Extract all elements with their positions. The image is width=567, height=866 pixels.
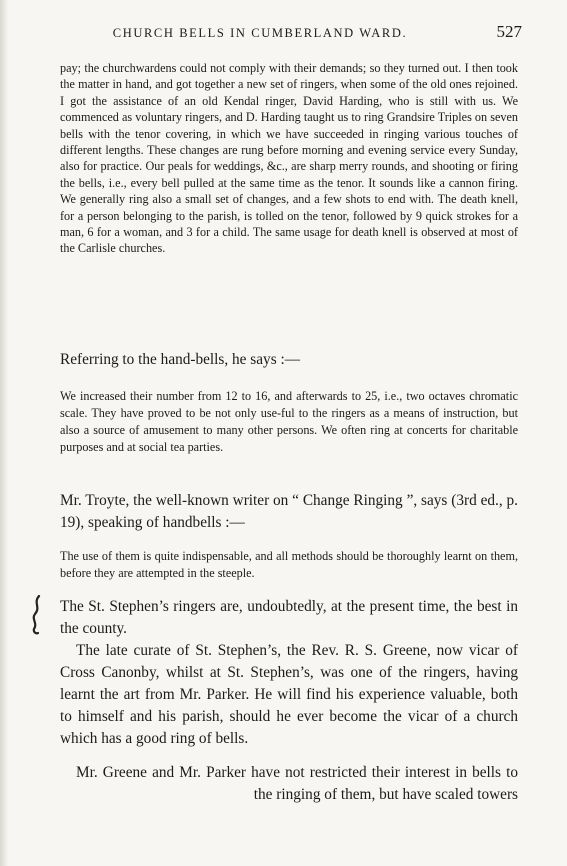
page-header (60, 22, 522, 46)
paragraph-towers: Mr. Greene and Mr. Parker have not restricted their interest in bells to the ringing of them, but have scaled towers (76, 764, 518, 803)
paragraph-hand-bells-intro: Referring to the hand-bells, he says :— (60, 351, 301, 368)
quoted-paragraph-troyte: The use of them is quite indispensable, and all methods should be thoroughly learnt on them, before they are attempted in the steeple. (60, 549, 518, 580)
running-title: CHURCH BELLS IN CUMBERLAND WARD. (112, 26, 408, 40)
quoted-paragraph-hand-bells: We increased their number from 12 to 16, and afterwards to 25, i.e., two octaves chromatic scale. They have proved to be not only use-ful to the ringers as a means of instruction, but also a source of amusement to many other persons. We often ring at concerts for charitable purposes and at social tea parties. (60, 389, 518, 454)
quoted-paragraph-ringers: pay; the churchwardens could not comply with their demands; so they turned out. I then took the matter in hand, and got together a new set of ringers, when some of the old ones rejoined. I got the assistance of an old Kendal ringer, David Harding, who is still with us. We commenced as voluntary ringers, and D. Harding taught us to ring Grandsire Triples on seven bells with the tenor covering, in which we have succeeded in ringing various touches of different lengths. These changes are rung before morning and evening service every Sunday, also for practice. Our peals for weddings, &c., are sharp merry rounds, and shooting or firing the bells, i.e., every bell pulled at the same time as the tenor. It sounds like a cannon firing. We generally ring also a small set of changes, and a few shots to end with. The death knell, for a person belonging to the parish, is tolled on the tenor, followed by 9 quick strokes for a man, 6 for a woman, and 3 for a child. The same usage for death knell is observed at most of the Carlisle churches. (60, 61, 518, 256)
margin-ink-mark (29, 595, 47, 635)
paragraph-greene: The late curate of St. Stephen’s, the Rev. R. S. Greene, now vicar of Cross Canonby, whilst at St. Stephen’s, was one of the ringers, having learnt the art from Mr. Parker. He will find his experience valuable, both to himself and his parish, should he ever become the vicar of a church which has a good ring of bells. (60, 642, 518, 747)
page-gutter-shadow (0, 0, 8, 866)
paragraph-troyte: Mr. Troyte, the well-known writer on “ Change Ringing ”, says (3rd ed., p. 19), speaking of handbells :— (60, 492, 518, 531)
paragraph-st-stephens: The St. Stephen’s ringers are, undoubtedly, at the present time, the best in the county. (60, 598, 518, 637)
page-number: 527 (496, 22, 522, 41)
